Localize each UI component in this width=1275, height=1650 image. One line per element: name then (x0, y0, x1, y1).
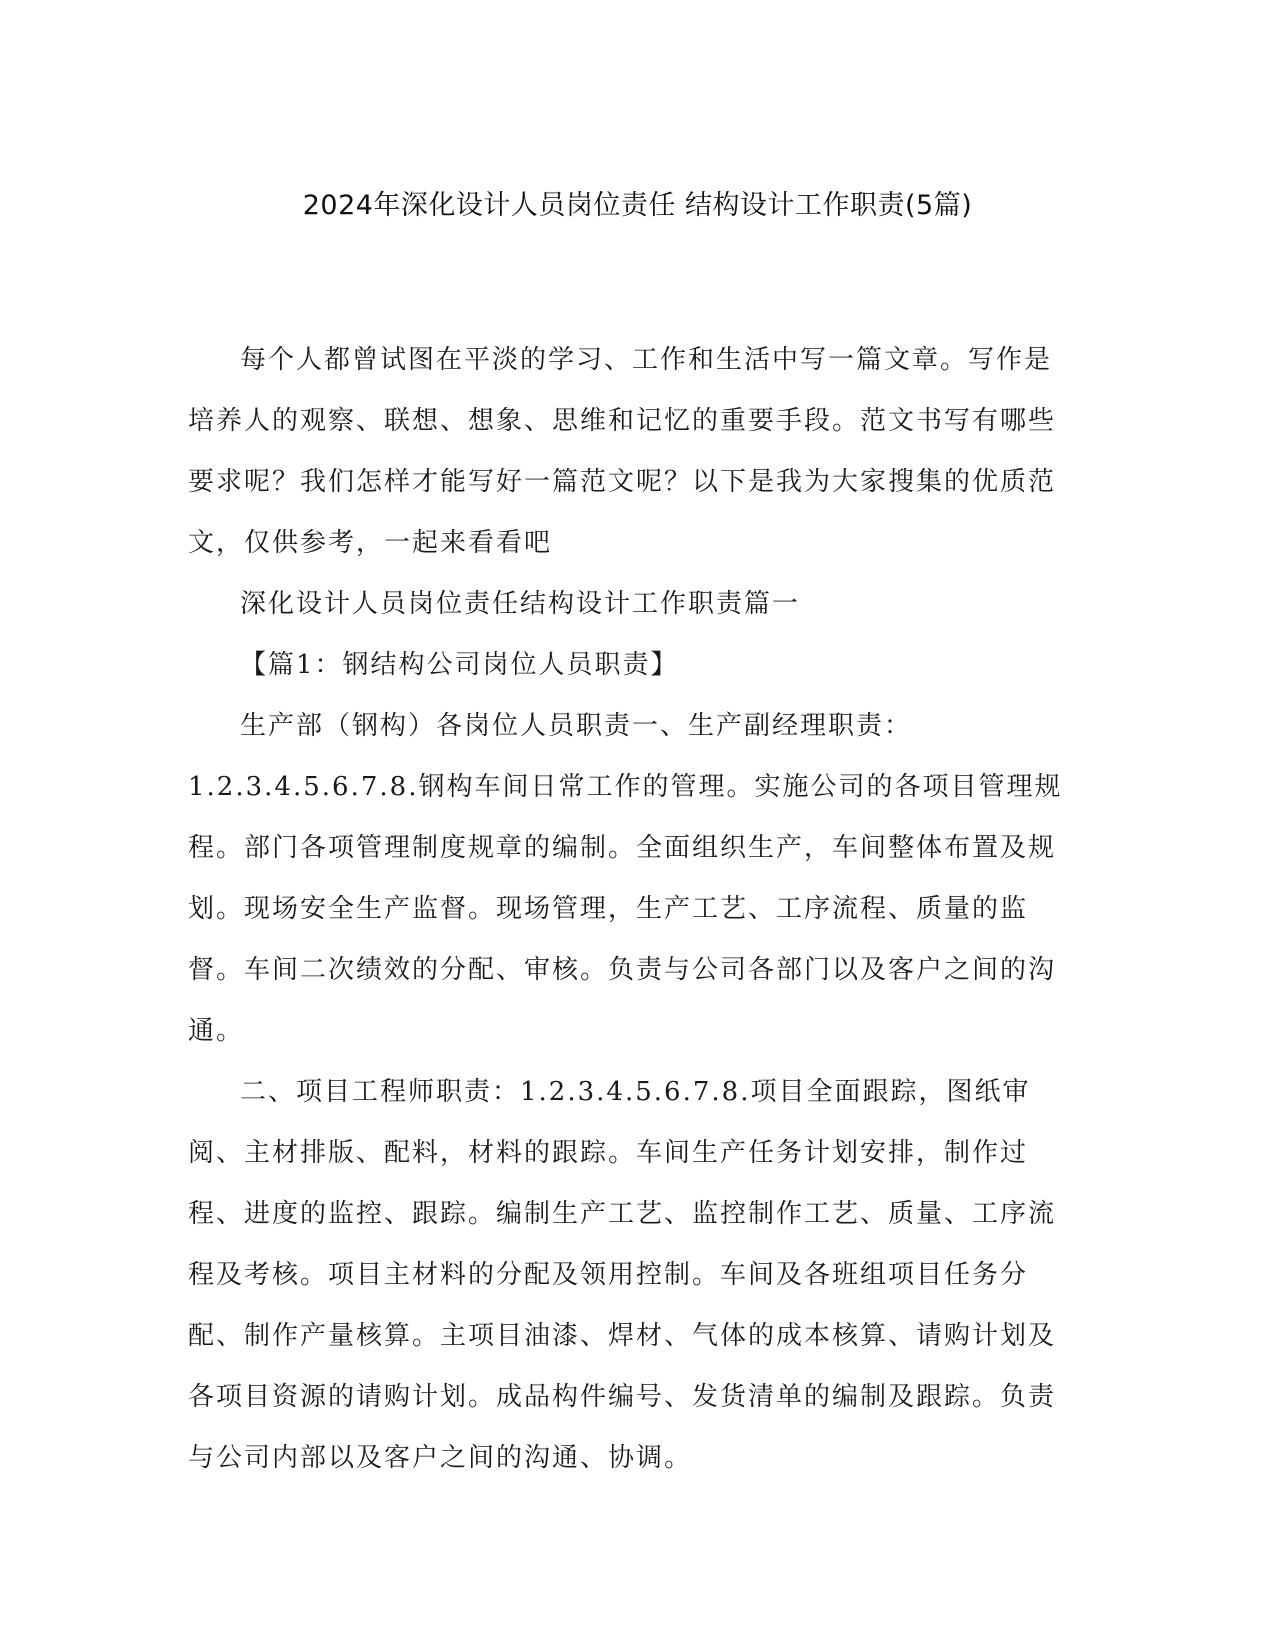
production-dept-heading: 生产部（钢构）各岗位人员职责一、生产副经理职责： (240, 711, 913, 741)
section-heading: 深化设计人员岗位责任结构设计工作职责篇一 (240, 589, 801, 619)
deputy-manager-duties-paragraph: 1.2.3.4.5.6.7.8.钢构车间日常工作的管理。实施公司的各项目管理规程。部门各项管理制度规章的编制。全面组织生产，车间整体布置及规划。现场安全生产监督。现场管理，生产工艺、工序流程、质量的监督。车间二次绩效的分配、审核。负责与公司各部门以及客户之间的沟通。 (188, 772, 1063, 1046)
project-engineer-duties-paragraph: 二、项目工程师职责：1.2.3.4.5.6.7.8.项目全面跟踪，图纸审阅、主材排版、配料，材料的跟踪。车间生产任务计划安排，制作过程、进度的监控、跟踪。编制生产工艺、监控制作工艺、质量、工序流程及考核。项目主材料的分配及领用控制。车间及各班组项目任务分配、制作产量核算。主项目油漆、焊材、气体的成本核算、请购计划及各项目资源的请购计划。成品构件编号、发货清单的编制及跟踪。负责与公司内部以及客户之间的沟通、协调。 (188, 1077, 1057, 1473)
document-body (188, 330, 1070, 1489)
document-title: 2024年深化设计人员岗位责任 结构设计工作职责(5篇) (302, 190, 973, 221)
intro-paragraph: 每个人都曾试图在平淡的学习、工作和生活中写一篇文章。写作是培养人的观察、联想、想象、思维和记忆的重要手段。范文书写有哪些要求呢？我们怎样才能写好一篇范文呢？以下是我为大家搜集的优质范文，仅供参考，一起来看看吧 (188, 345, 1057, 558)
article-heading: 【篇1：钢结构公司岗位人员职责】 (240, 650, 679, 680)
